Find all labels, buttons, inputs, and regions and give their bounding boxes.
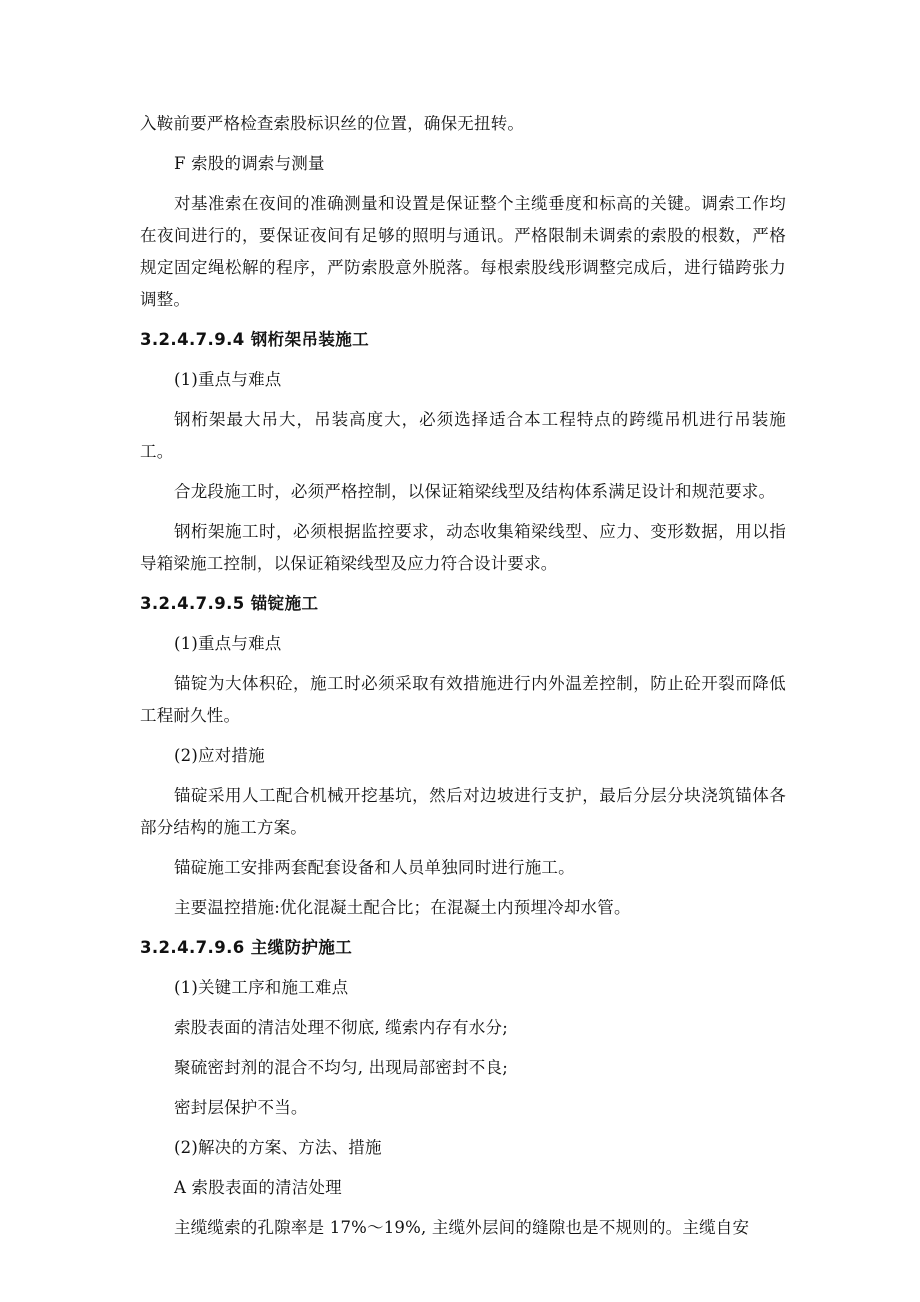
section-heading-cable-protection: 3.2.4.7.9.6 主缆防护施工 [140, 938, 353, 957]
subheading-key-processes: (1)关键工序和施工难点 [174, 978, 349, 997]
paragraph-cable-porosity: 主缆缆索的孔隙率是 17%～19%, 主缆外层间的缝隙也是不规则的。主缆自安 [174, 1218, 750, 1237]
paragraph-truss-monitoring: 钢桁架施工时，必须根据监控要求，动态收集箱梁线型、应力、变形数据，用以指导箱梁施工控制，以保证箱梁线型及应力符合设计要求。 [140, 522, 786, 573]
list-item-surface-cleaning: 索股表面的清洁处理不彻底, 缆索内存有水分; [174, 1018, 508, 1037]
section-heading-steel-truss: 3.2.4.7.9.4 钢桁架吊装施工 [140, 330, 370, 349]
document-body [140, 108, 786, 1252]
list-item-seal-protection: 密封层保护不当。 [174, 1098, 308, 1117]
paragraph-anchorage-equipment: 锚碇施工安排两套配套设备和人员单独同时进行施工。 [174, 858, 575, 877]
paragraph-closure-segment: 合龙段施工时，必须严格控制，以保证箱梁线型及结构体系满足设计和规范要求。 [174, 482, 776, 501]
paragraph-continuation: 入鞍前要严格检查索股标识丝的位置，确保无扭转。 [140, 114, 525, 133]
subheading-surface-cleaning: A 索股表面的清洁处理 [174, 1178, 342, 1197]
subheading-solutions: (2)解决的方案、方法、措施 [174, 1138, 382, 1157]
list-item-sealant-mixing: 聚硫密封剂的混合不均匀, 出现局部密封不良; [174, 1058, 508, 1077]
subheading-key-points: (1)重点与难点 [174, 370, 282, 389]
subheading-countermeasures: (2)应对措施 [174, 746, 265, 765]
subheading-key-points: (1)重点与难点 [174, 634, 282, 653]
paragraph-anchorage-concrete: 锚锭为大体积砼，施工时必须采取有效措施进行内外温差控制，防止砼开裂而降低工程耐久性。 [140, 674, 786, 725]
paragraph-anchorage-excavation: 锚碇采用人工配合机械开挖基坑，然后对边坡进行支护，最后分层分块浇筑锚体各部分结构的施工方案。 [140, 786, 786, 837]
section-heading-anchorage: 3.2.4.7.9.5 锚锭施工 [140, 594, 319, 613]
paragraph-temperature-control: 主要温控措施:优化混凝土配合比；在混凝土内预埋冷却水管。 [174, 898, 631, 917]
subheading-cable-adjustment: F 索股的调索与测量 [174, 154, 325, 173]
paragraph-truss-lifting: 钢桁架最大吊大，吊装高度大，必须选择适合本工程特点的跨缆吊机进行吊装施工。 [140, 410, 786, 461]
paragraph-cable-adjustment: 对基准索在夜间的准确测量和设置是保证整个主缆垂度和标高的关键。调索工作均在夜间进行的，要保证夜间有足够的照明与通讯。严格限制未调索的索股的根数，严格规定固定绳松解的程序，严防索股意外脱落。每根索股线形调整完成后，进行锚跨张力调整。 [140, 194, 786, 309]
